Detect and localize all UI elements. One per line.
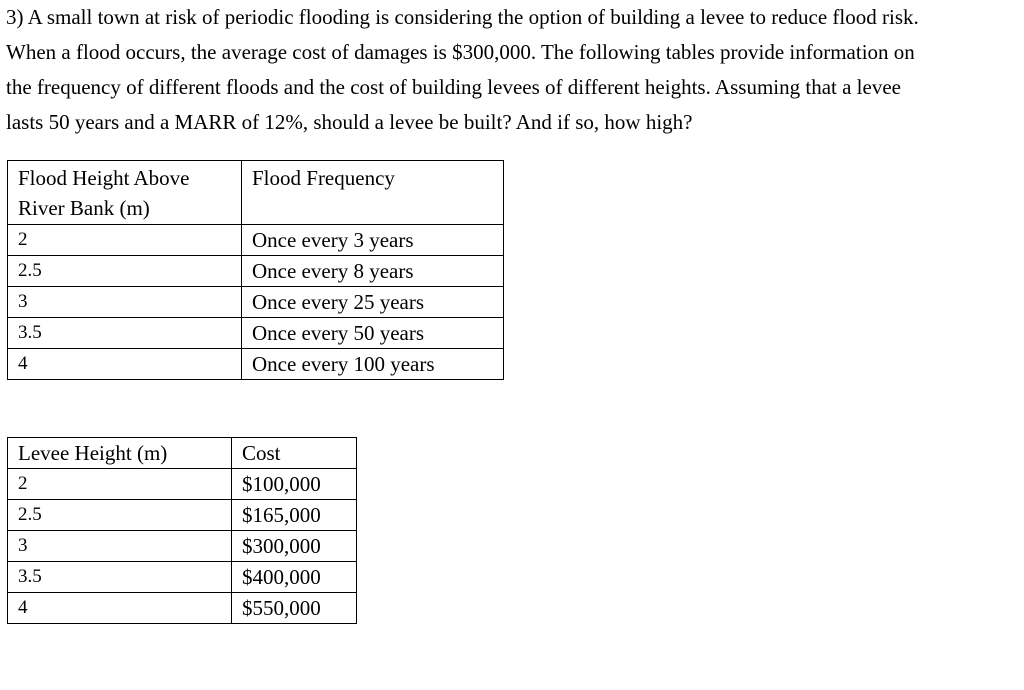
flood-height-cell: 3.5 [8, 318, 242, 349]
flood-frequency-cell: Once every 50 years [242, 318, 504, 349]
table-row [8, 225, 504, 256]
levee-cost-table [7, 437, 357, 624]
table-row [8, 256, 504, 287]
question-line: 3) A small town at risk of periodic flooding is considering the option of building a levee to reduce flood risk. [6, 5, 919, 29]
table-row [8, 531, 357, 562]
header-cost: Cost [232, 438, 357, 469]
header-flood-frequency: Flood Frequency [242, 161, 504, 225]
flood-height-cell: 4 [8, 349, 242, 380]
table-row [8, 318, 504, 349]
levee-cost-cell: $400,000 [232, 562, 357, 593]
flood-frequency-table [7, 160, 504, 380]
levee-cost-cell: $550,000 [232, 593, 357, 624]
levee-height-cell: 4 [8, 593, 232, 624]
question-line: When a flood occurs, the average cost of damages is $300,000. The following tables provide information on [6, 40, 915, 64]
flood-frequency-cell: Once every 8 years [242, 256, 504, 287]
levee-height-cell: 3.5 [8, 562, 232, 593]
table-row [8, 562, 357, 593]
question-line: lasts 50 years and a MARR of 12%, should a levee be built? And if so, how high? [6, 110, 693, 134]
flood-frequency-cell: Once every 100 years [242, 349, 504, 380]
levee-height-cell: 2.5 [8, 500, 232, 531]
header-flood-height-line2: River Bank (m) [18, 196, 150, 220]
levee-cost-cell: $165,000 [232, 500, 357, 531]
table-row [8, 500, 357, 531]
table-header-row [8, 438, 357, 469]
table-row [8, 469, 357, 500]
flood-frequency-cell: Once every 3 years [242, 225, 504, 256]
table-row [8, 349, 504, 380]
header-flood-height-line1: Flood Height Above [18, 166, 190, 190]
flood-height-cell: 2 [8, 225, 242, 256]
table-row [8, 287, 504, 318]
table-row [8, 593, 357, 624]
flood-height-cell: 3 [8, 287, 242, 318]
levee-cost-cell: $300,000 [232, 531, 357, 562]
table-header-row [8, 161, 504, 225]
header-levee-height: Levee Height (m) [8, 438, 232, 469]
levee-height-cell: 3 [8, 531, 232, 562]
levee-cost-cell: $100,000 [232, 469, 357, 500]
levee-height-cell: 2 [8, 469, 232, 500]
flood-frequency-cell: Once every 25 years [242, 287, 504, 318]
flood-height-cell: 2.5 [8, 256, 242, 287]
header-flood-height [8, 161, 242, 225]
question-line: the frequency of different floods and the cost of building levees of different heights. Assuming that a levee [6, 75, 901, 99]
question-text [6, 0, 1018, 140]
